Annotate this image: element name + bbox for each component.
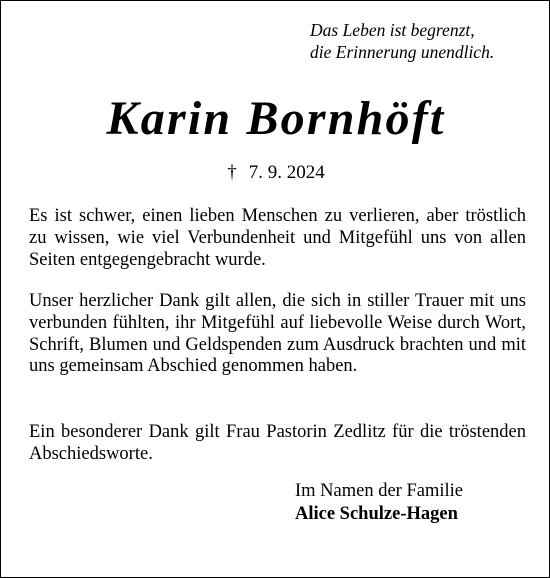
cross-icon: † <box>227 162 237 183</box>
signature-intro: Im Namen der Familie <box>295 481 463 501</box>
thanks-paragraph-2: Unser herzlicher Dank gilt allen, die sich in stiller Trauer mit uns verbunden fühlten, ihr Mitgefühl auf liebevolle Weise durch Wort, Schrift, Blumen und Geldspenden zum Ausdruck brachten und mit uns gemeinsam Abschied genommen haben. <box>29 291 526 377</box>
signer-name: Alice Schulze-Hagen <box>295 504 458 524</box>
quote-line-2: die Erinnerung unendlich. <box>310 42 495 62</box>
quote-line-1: Das Leben ist begrenzt, <box>310 20 475 40</box>
signature-block <box>295 480 463 526</box>
deceased-name: Karin Bornhöft <box>106 92 446 145</box>
death-date: 7. 9. 2024 <box>248 162 325 183</box>
death-date-line <box>1 161 550 185</box>
thanks-paragraph-3: Ein besonderer Dank gilt Frau Pastorin Zedlitz für die tröstenden Abschiedsworte. <box>29 422 526 464</box>
thanks-paragraph-1: Es ist schwer, einen lieben Menschen zu verlieren, aber tröstlich zu wissen, wie viel Verbundenheit und Mitgefühl uns von allen Seiten entgegengebracht wurde. <box>29 206 526 270</box>
memorial-quote <box>310 19 494 63</box>
